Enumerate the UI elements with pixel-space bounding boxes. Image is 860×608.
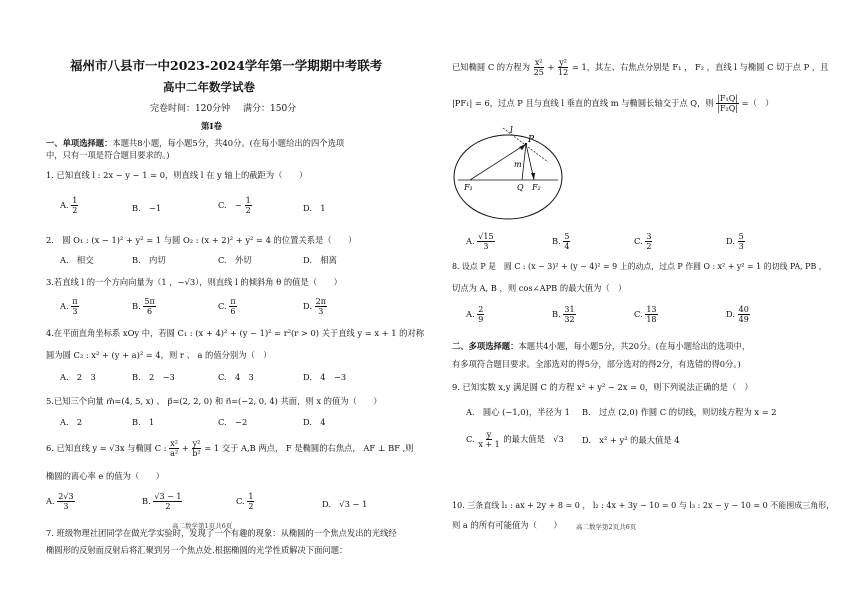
fraction: [71, 297, 78, 316]
q4-stem-line1: 4.在平面直角坐标系 xOy 中，若圆 C₁ : (x + 4)² + (y − 1)² = r²(r > 0) 关于直线 y = x + 1 的对称: [46, 328, 425, 338]
page-footer-right: 高二数学第2页共6页: [576, 523, 637, 531]
option-letter: C.: [236, 496, 245, 506]
numerator: 40: [738, 305, 749, 314]
section2-desc2: 有多项符合题目要求。全部选对的得5分，部分选对的得2分，有选错的得0分。): [452, 359, 741, 369]
option-letter: C.: [634, 309, 643, 319]
q4-stem-line2: 圆为圆 C₂ : x² + (y + a)² = 4，则 r 、 a 的值分别为（ ）: [46, 350, 272, 360]
option-letter: C.: [466, 434, 475, 444]
numerator: 31: [564, 305, 575, 314]
numerator: 2√3: [58, 492, 74, 501]
q2-option-c[interactable]: C. 外切: [218, 255, 252, 265]
q7-stem-line2: 椭圆形的反射面反射后将汇聚到另一个焦点处.根据椭圆的光学性质解决下面问题：: [46, 545, 348, 555]
q7-option-a[interactable]: [466, 232, 495, 251]
q7-text-part: = 1，其左、右焦点分别是 F₁ ， F₂ ，直线 l 与椭圆 C 切于点 P ，且: [571, 62, 829, 72]
option-letter: B.: [142, 496, 151, 506]
q3-option-d[interactable]: [303, 297, 327, 316]
point-p: [525, 143, 527, 145]
fraction: [477, 232, 494, 251]
fraction: [738, 232, 745, 251]
fraction: [563, 305, 575, 324]
denominator: 2: [245, 206, 251, 215]
q8-stem-line2: 切点为 A, B ，则 cos∠APB 的最大值为（ ）: [452, 283, 627, 293]
numerator: 3: [646, 232, 652, 241]
q7-text-part: |PF₁| = 6，过点 P 且与直线 l 垂直的直线 m 与椭圆长轴交于点 Q，则: [452, 98, 714, 108]
fraction: [645, 232, 652, 251]
q7-option-b[interactable]: [552, 232, 570, 251]
arrow-head: [519, 144, 526, 150]
denominator: 4: [564, 242, 570, 251]
q6-option-d[interactable]: D. √3 − 1: [322, 499, 368, 509]
q4-option-c[interactable]: C. 4 3: [218, 372, 254, 382]
option-letter: D.: [726, 309, 735, 319]
fraction: [477, 430, 500, 449]
q2-option-d[interactable]: D. 相离: [303, 255, 337, 265]
denominator: 6: [230, 307, 236, 316]
q6-option-b[interactable]: [142, 492, 182, 511]
label-q: Q: [517, 183, 524, 192]
denominator: 2: [248, 502, 254, 511]
q10-stem-line1: 10. 三条直线 l₁ : ax + 2y + 8 = 0 ， l₂ : 4x + 3y − 10 = 0 与 l₃ : 2x − y − 10 = 0 不能围成三角形，: [452, 501, 835, 510]
numerator: 2π: [315, 297, 326, 306]
numerator: x²: [170, 439, 178, 448]
q9-option-c[interactable]: [466, 430, 564, 449]
section2-heading: 二、多项选择题：: [452, 341, 519, 351]
right-page: [430, 0, 860, 608]
numerator: 5: [564, 232, 570, 241]
q7-text-part: 已知椭圆 C 的方程为: [452, 62, 530, 72]
numerator: y²: [192, 439, 201, 448]
plus-sign: +: [547, 62, 555, 72]
denominator: 3: [483, 242, 489, 251]
q6-text-part: 6. 已知直线 y = √3x 与椭圆 C :: [46, 443, 167, 453]
denominator: 6: [147, 307, 153, 316]
q6-text-part: = 1 交于 A,B 两点， F 是椭圆的右焦点， AF ⊥ BF ,则: [204, 443, 414, 453]
denominator: 49: [738, 315, 749, 324]
section1-heading: 一、单项选择题：: [46, 138, 113, 148]
numerator: 1: [245, 196, 251, 205]
numerator: 13: [646, 305, 657, 314]
q10-stem-line2: 则 a 的所有可能值为（ ）: [452, 520, 562, 530]
arrow-head: [531, 173, 535, 180]
fraction: [191, 439, 201, 458]
fraction: [738, 305, 750, 324]
option-letter: A.: [60, 301, 69, 311]
numerator: y: [486, 430, 492, 439]
time-label: 完卷时间：120分钟: [150, 104, 231, 114]
q1-option-d[interactable]: D. 1: [303, 203, 326, 213]
numerator: π: [72, 297, 78, 306]
numerator: π: [230, 297, 236, 306]
numerator: x²: [534, 58, 543, 67]
q7-continued-line1: [452, 58, 828, 77]
fraction: [245, 196, 252, 215]
exam-title: 福州市八县市一中2023-2024学年第一学期期中考联考: [70, 58, 383, 73]
fraction: [716, 94, 739, 113]
section2-intro: [452, 341, 750, 352]
q9-option-a[interactable]: A. 圆心 (−1,0)，半径为 1: [466, 407, 570, 417]
q6-option-a[interactable]: [46, 492, 75, 511]
q4-option-a[interactable]: A. 2 3: [60, 372, 96, 382]
q1-option-c[interactable]: [218, 196, 252, 215]
section2-desc1: 本题共4小题，每小题5分，共20分。(在每小题给出的选项中，: [518, 341, 751, 351]
q5-option-a[interactable]: A. 2: [60, 417, 83, 427]
q8-stem-line1: 8. 设点 P 是 圆 C : (x − 3)² + (y − 4)² = 9 上的动点，过点 P 作圆 O : x² + y² = 1 的切线 PA, PB ，: [452, 262, 827, 271]
denominator: a²: [170, 449, 179, 458]
numerator: 5: [738, 232, 744, 241]
normal-line-m: [522, 144, 526, 180]
denominator: 32: [564, 315, 575, 324]
q5-option-c[interactable]: C. −2: [218, 417, 248, 427]
fraction: [143, 297, 155, 316]
fraction: [533, 58, 545, 77]
q3-option-b[interactable]: [132, 297, 156, 316]
denominator: 2: [165, 502, 171, 511]
fraction: [169, 439, 179, 458]
q9-option-b[interactable]: B. 过点 (2,0) 作圆 C 的切线，则切线方程为 x = 2: [582, 407, 777, 417]
numerator: 1: [248, 492, 254, 501]
q7-continued-line2: [452, 94, 774, 113]
numerator: 5π: [144, 297, 155, 306]
option-letter: A.: [466, 309, 475, 319]
fraction: [557, 58, 569, 77]
option-letter: D.: [303, 301, 312, 311]
q8-option-d[interactable]: [726, 305, 750, 324]
denominator: 2: [72, 206, 78, 215]
ellipse-curve: [454, 135, 562, 219]
q3-option-c[interactable]: [218, 297, 237, 316]
denominator: x + 1: [478, 440, 500, 449]
q4-option-b[interactable]: B. 2 −3: [132, 372, 175, 382]
q8-option-c[interactable]: [634, 305, 658, 324]
fraction: [477, 305, 484, 324]
option-letter: A.: [46, 496, 55, 506]
option-letter: C.: [218, 301, 227, 311]
denominator: 2: [646, 242, 652, 251]
numerator: √15: [478, 232, 494, 241]
label-f2: F₂: [532, 183, 541, 192]
section1-intro: [46, 138, 344, 149]
fraction: [315, 297, 327, 316]
denominator: 12: [558, 68, 569, 77]
q8-option-b[interactable]: [552, 305, 576, 324]
denominator: b²: [192, 449, 201, 458]
label-l: l: [510, 126, 513, 136]
fraction: [645, 305, 657, 324]
q7-text-part: =（ ）: [741, 98, 774, 108]
q2-option-a[interactable]: A. 相交: [60, 255, 94, 265]
option-letter: B.: [132, 301, 141, 311]
option-letter: A.: [466, 236, 475, 246]
q7-option-c[interactable]: [634, 232, 652, 251]
option-text: 的最大值是 √3: [503, 434, 564, 444]
numerator: |F₁Q|: [717, 94, 739, 103]
q2-option-b[interactable]: B. 内切: [132, 255, 166, 265]
denominator: 3: [63, 502, 69, 511]
exam-subtitle: 高中二年数学试卷: [163, 80, 255, 94]
q1-option-a[interactable]: [60, 196, 78, 215]
plus-sign: +: [181, 443, 189, 453]
numerator: 2: [478, 305, 484, 314]
fraction: [563, 232, 570, 251]
denominator: 3: [72, 307, 78, 316]
q5-option-d[interactable]: D. 4: [303, 417, 326, 427]
fraction: [57, 492, 74, 511]
label-m: m: [514, 160, 522, 169]
numerator: y²: [559, 58, 568, 67]
denominator: |F₂Q|: [717, 104, 739, 113]
q5-option-b[interactable]: B. 1: [132, 417, 155, 427]
option-letter: B.: [552, 309, 561, 319]
option-letter: D.: [726, 236, 735, 246]
numerator: 1: [72, 196, 78, 205]
fraction: [229, 297, 236, 316]
q9-option-d[interactable]: D. x² + y² 的最大值是 4: [582, 435, 680, 445]
q7-option-d[interactable]: [726, 232, 745, 251]
option-letter: C.: [634, 236, 643, 246]
q1-stem: 1. 已知直线 l : 2x − y − 1 = 0，则直线 l 在 y 轴上的截距为（ ）: [46, 170, 308, 180]
q3-stem: 3.若直线 l 的一个方向向量为（1 ，−√3），则直线 l 的倾斜角 θ 的值是（ ）: [46, 277, 342, 287]
fraction: [153, 492, 182, 511]
volume-label: 第Ⅰ卷: [201, 122, 222, 132]
ellipse-figure: [448, 122, 588, 222]
label-p: P: [528, 135, 535, 145]
score-label: 满分：150分: [243, 104, 297, 114]
fraction: [71, 196, 78, 215]
section1-desc1: 本题共8小题，每小题5分，共40分。(在每小题给出的四个选项: [112, 138, 345, 148]
option-letter: A.: [60, 200, 69, 210]
q2-stem: 2. 圆 O₁ : (x − 1)² + y² = 1 与圆 O₂ : (x + 2)² + y² = 4 的位置关系是（ ）: [46, 235, 357, 245]
fraction: [247, 492, 254, 511]
denominator: 3: [738, 242, 744, 251]
q6-stem-line1: [46, 439, 414, 458]
option-letter: C. −: [218, 200, 242, 210]
q7-stem-line1: 7. 班级物理社团同学在做光学实验时，发现了一个有趣的现象：从椭圆的一个焦点发出的光线经: [46, 528, 397, 538]
q8-option-a[interactable]: [466, 305, 484, 324]
option-letter: B.: [552, 236, 561, 246]
section1-desc2: 中，只有一项是符合题目要求的。): [46, 150, 170, 160]
numerator: √3 − 1: [154, 492, 182, 501]
q4-option-d[interactable]: D. 4 −3: [303, 372, 347, 382]
denominator: 9: [478, 315, 484, 324]
q5-stem: 5.已知三个向量 m⃗=(4, 5, x) 、 p⃗=(2, 2, 0) 和 n⃗=(−2, 0, 4) 共面，则 x 的值为（ ）: [46, 396, 382, 406]
label-f1: F₁: [464, 183, 473, 192]
denominator: 25: [533, 68, 544, 77]
q9-stem: 9. 已知实数 x,y 满足圆 C 的方程 x² + y² − 2x = 0，则下列说法正确的是（ ）: [452, 382, 753, 392]
page-footer-left: 高二数学第1页共6页: [172, 522, 233, 530]
q6-stem-line2: 椭圆的离心率 e 的值为（ ）: [46, 471, 165, 481]
denominator: 3: [318, 307, 324, 316]
q6-option-c[interactable]: [236, 492, 254, 511]
denominator: 18: [646, 315, 657, 324]
q1-option-b[interactable]: B. −1: [132, 203, 162, 213]
q3-option-a[interactable]: [60, 297, 79, 316]
